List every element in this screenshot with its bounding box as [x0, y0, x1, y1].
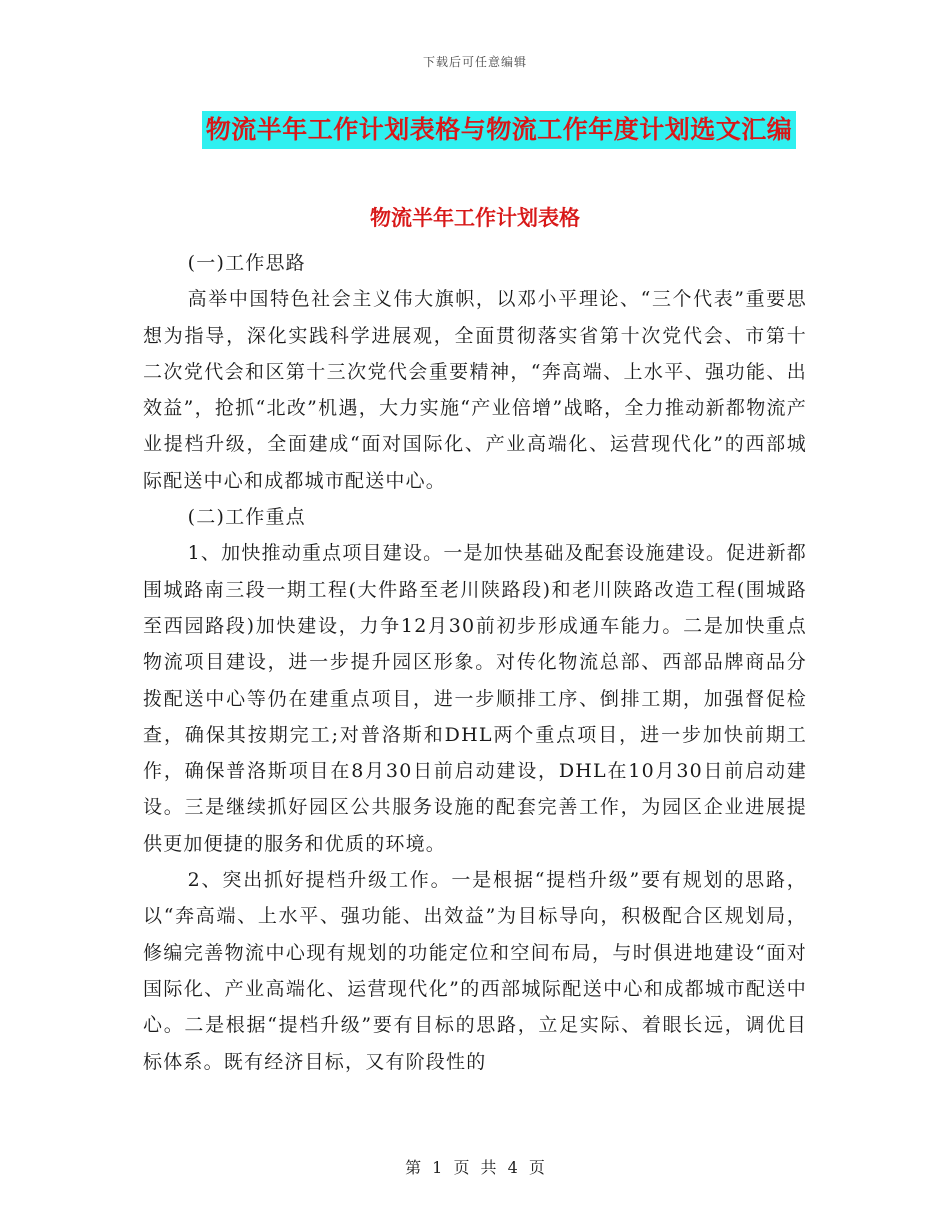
main-title: 物流半年工作计划表格与物流工作年度计划选文汇编: [202, 111, 797, 149]
paragraph-heading: (一)工作思路: [187, 252, 306, 274]
paragraph: 2、突出抓好提档升级工作。一是根据“提档升级”要有规划的思路，以“奔高端、上水平、强功能、出效益”为目标导向，积极配合区规划局，修编完善物流中心现有规划的功能定位和空间布局，与时俱进地建设“面对国际化、产业高端化、运营现代化”的西部城际配送中心和成都城市配送中心。二是根据“提档升级”要有目标的思路，立足实际、着眼长远，调优目标体系。既有经济目标，又有阶段性的: [143, 869, 807, 1073]
paragraph: 高举中国特色社会主义伟大旗帜，以邓小平理论、“三个代表”重要思想为指导，深化实践科学进展观，全面贯彻落实省第十次党代会、市第十二次党代会和区第十三次党代会重要精神，“奔高端、上水平、强功能、出效益”，抢抓“北改”机遇，大力实施“产业倍增”战略，全力推动新都物流产业提档升级，全面建成“面对国际化、产业高端化、运营现代化”的西部城际配送中心和成都城市配送中心。: [143, 288, 807, 492]
page-footer: 第 1 页 共 4 页: [405, 1158, 545, 1177]
document-body: [143, 245, 807, 1080]
paragraph: 1、加快推动重点项目建设。一是加快基础及配套设施建设。促进新都围城路南三段一期工程(大件路至老川陕路段)和老川陕路改造工程(围城路至西园路段)加快建设，力争12月30前初步形成通车能力。二是加快重点物流项目建设，进一步提升园区形象。对传化物流总部、西部品牌商品分拨配送中心等仍在建重点项目，进一步顺排工序、倒排工期，加强督促检查，确保其按期完工;对普洛斯和DHL两个重点项目，进一步加快前期工作，确保普洛斯项目在8月30日前启动建设，DHL在10月30日前启动建设。三是继续抓好园区公共服务设施的配套完善工作，为园区企业进展提供更加便捷的服务和优质的环境。: [143, 542, 807, 855]
main-title-container: [0, 111, 950, 149]
section-title: 物流半年工作计划表格: [370, 205, 580, 230]
page-header: 下载后可任意编辑: [422, 55, 527, 69]
paragraph-heading: (二)工作重点: [187, 506, 306, 529]
